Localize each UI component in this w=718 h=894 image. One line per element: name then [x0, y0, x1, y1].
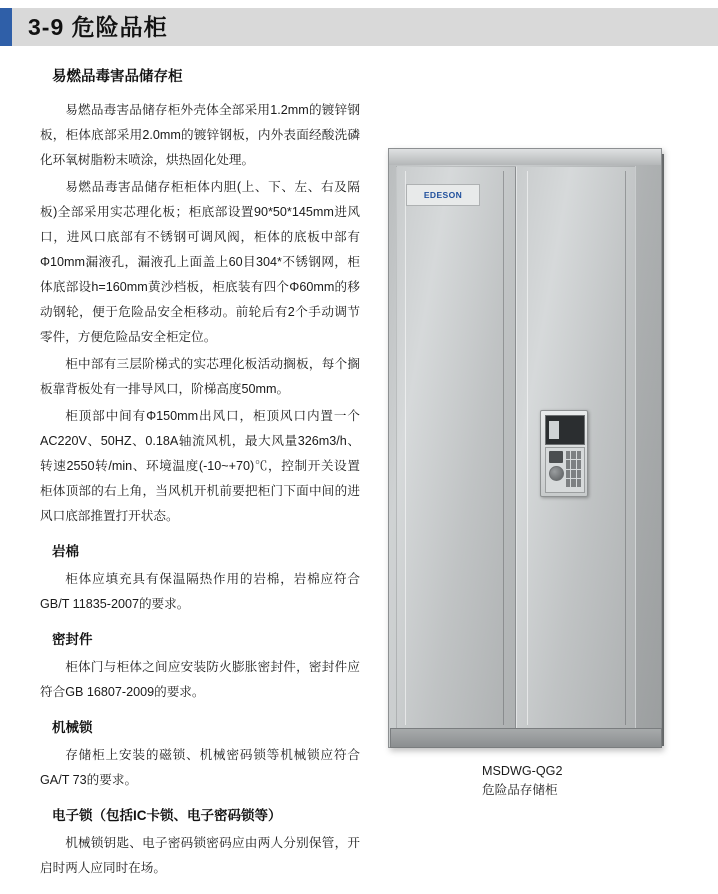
caption-model: MSDWG-QG2: [482, 764, 563, 778]
keypad-screen: [549, 451, 563, 463]
page-title: 3-9 危险品柜: [28, 14, 168, 40]
cabinet-illustration: [380, 140, 680, 750]
article-column: [40, 66, 360, 883]
header-accent-bar: [0, 8, 12, 46]
paragraph: 柜顶部中间有Φ150mm出风口，柜顶风口内置一个AC220V、50HZ、0.18A轴流风机，最大风量326m3/h、转速2550转/min、环境温度(-10~+70)℃，控制开关设置柜体顶部的右上角，当风机开机前要把柜门下面中间的进风口底部推置打开状态。: [40, 409, 360, 523]
door-crease: [503, 171, 504, 725]
subsection-title-seal: 密封件: [52, 632, 93, 647]
brand-plate: [406, 184, 480, 206]
lock-module[interactable]: [540, 410, 588, 497]
paragraph: 柜体应填充具有保温隔热作用的岩棉，岩棉应符合GB/T 11835-2007的要求。: [40, 572, 360, 611]
cabinet-base: [390, 728, 662, 748]
paragraph: 易燃品毒害品储存柜外壳体全部采用1.2mm的镀锌钢板，柜体底部采用2.0mm的镀锌钢板，内外表面经酸洗磷化环氧树脂粉末喷涂，烘热固化处理。: [40, 103, 360, 167]
keypad-buttons[interactable]: [566, 451, 581, 487]
keypad-panel[interactable]: [545, 447, 585, 493]
brand-label: EDESON: [423, 190, 463, 200]
cabinet-top-cap: [388, 148, 662, 165]
paragraph: 存储柜上安装的磁锁、机械密码锁等机械锁应符合GA/T 73的要求。: [40, 748, 360, 787]
subsection-title-mechanical-lock: 机械锁: [52, 720, 93, 735]
cabinet-door-left: [396, 166, 516, 730]
door-crease: [405, 171, 406, 725]
keypad-dial-icon[interactable]: [549, 466, 564, 481]
paragraph: 柜体门与柜体之间应安装防火膨胀密封件，密封件应符合GB 16807-2009的要求。: [40, 660, 360, 699]
subsection-title-electronic-lock: 电子锁（包括IC卡锁、电子密码锁等）: [52, 808, 282, 823]
caption-name: 危险品存储柜: [482, 783, 558, 797]
lock-window: [545, 415, 585, 445]
paragraph: 机械锁钥匙、电子密码锁密码应由两人分别保管，开启时两人应同时在场。: [40, 836, 360, 875]
door-crease: [625, 171, 626, 725]
figure-caption: [482, 762, 682, 800]
lock-window-highlight: [549, 421, 559, 439]
paragraph: 柜中部有三层阶梯式的实芯理化板活动搁板，每个搁板靠背板处有一排导风口，阶梯高度50mm。: [40, 357, 360, 396]
paragraph: 易燃品毒害品储存柜柜体内胆(上、下、左、右及隔板)全部采用实芯理化板；柜底部设置90*50*145mm进风口，进风口底部有不锈钢可调风阀，柜体的底板中部有Φ10mm漏液孔，漏液孔上面盖上60目304*不锈钢网，柜体底部设h=160mm黄沙档板，柜底装有四个Φ60mm的移动钢轮，便于危险品安全柜移动。前轮后有2个手动调节零件，方便危险品安全柜定位。: [40, 180, 360, 344]
section-title: 易燃品毒害品储存柜: [52, 69, 183, 85]
product-figure: [380, 140, 680, 797]
subsection-title-rockwool: 岩棉: [52, 544, 79, 559]
door-crease: [527, 171, 528, 725]
